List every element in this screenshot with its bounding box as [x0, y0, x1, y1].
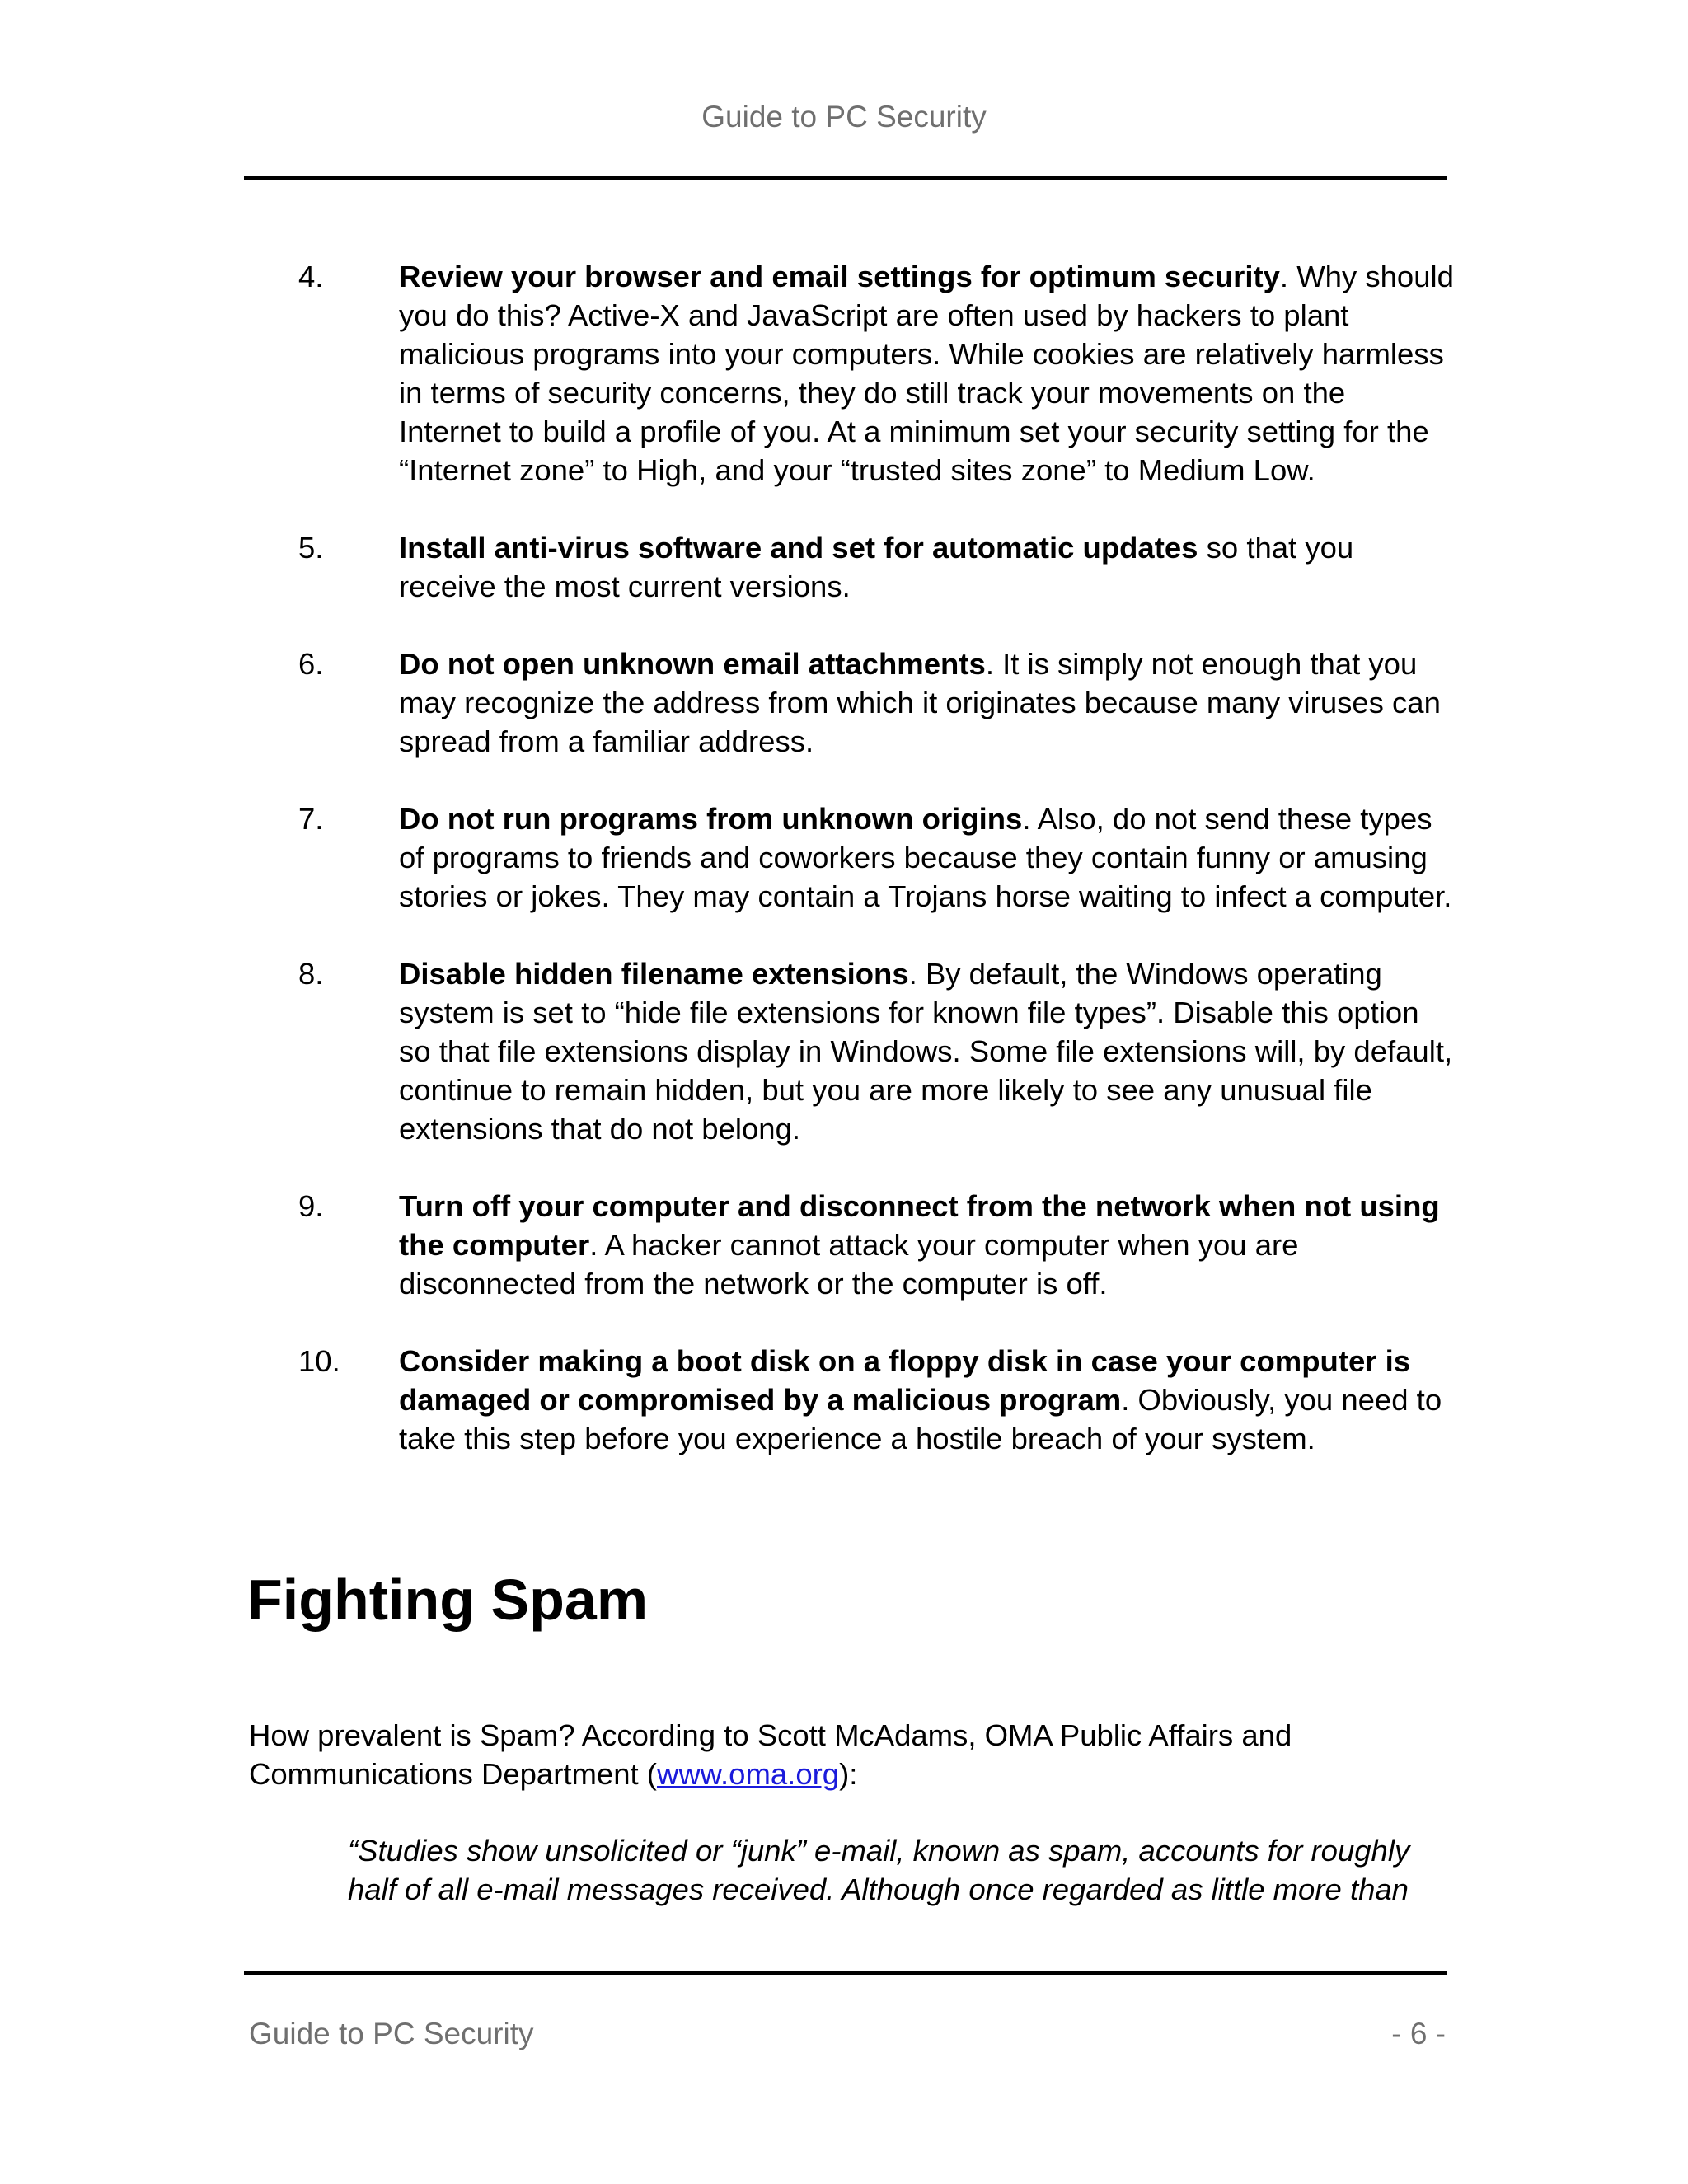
- list-item-body-text: . Why should you do this? Active-X and JavaScript are often used by hackers to plant malicious programs into your computers. While cookies are relatively harmless in terms of security concerns, they do still track your movements on the Internet to build a profile of you. At a minimum set your security setting for the “Internet zone” to High, and your “trusted sites zone” to Medium Low.: [399, 260, 1454, 487]
- page-number: - 6 -: [1391, 2017, 1446, 2050]
- list-item-bold-text: Consider making a boot disk on a floppy disk in case your computer is damaged or compromised by a malicious program: [399, 1344, 1411, 1417]
- list-item-number: 6.: [298, 647, 324, 681]
- list-item-text: [399, 647, 1441, 758]
- list-item-text: [399, 1189, 1440, 1301]
- list-item: [244, 257, 1456, 490]
- list-item-bold-text: Disable hidden filename extensions: [399, 957, 909, 991]
- list-item: [244, 799, 1456, 916]
- list-item-body-text: . A hacker cannot attack your computer when you are disconnected from the network or the computer is off.: [399, 1228, 1299, 1301]
- list-item-body-text: . Obviously, you need to take this step before you experience a hostile breach of your system.: [399, 1383, 1442, 1455]
- list-item-number: 10.: [298, 1344, 340, 1378]
- list-item-bold-text: Install anti-virus software and set for automatic updates: [399, 531, 1198, 565]
- list-item: [244, 1342, 1456, 1458]
- list-item-bold-text: Do not open unknown email attachments: [399, 647, 986, 681]
- list-item-number: 5.: [298, 531, 324, 565]
- list-item-text: [399, 802, 1451, 913]
- section-intro-paragraph: [249, 1716, 1444, 1793]
- list-item-bold-text: Review your browser and email settings for optimum security: [399, 260, 1280, 293]
- list-item-text: [399, 260, 1454, 487]
- list-item-body-text: . Also, do not send these types of programs to friends and coworkers because they contain funny or amusing stories or jokes. They may contain a Trojans horse waiting to infect a computer.: [399, 802, 1452, 913]
- security-tips-list: [244, 257, 1456, 1497]
- list-item-bold-text: Do not run programs from unknown origins: [399, 802, 1023, 836]
- list-item-text: [399, 957, 1452, 1146]
- footer-divider: [244, 1971, 1447, 1975]
- header-divider: [244, 176, 1447, 180]
- list-item-text: [399, 1344, 1442, 1455]
- list-item-text: [399, 531, 1353, 603]
- list-item-number: 8.: [298, 957, 324, 991]
- section-heading: Fighting Spam: [247, 1568, 649, 1632]
- block-quote: “Studies show unsolicited or “junk” e-mail, known as spam, accounts for roughly half of all e-mail messages received. Although once regarded as little more than: [348, 1834, 1410, 1906]
- list-item-bold-text: Turn off your computer and disconnect from the network when not using the computer: [399, 1189, 1440, 1262]
- oma-website-link[interactable]: www.oma.org: [656, 1757, 840, 1791]
- list-item-body-text: . By default, the Windows operating system is set to “hide file extensions for known file types”. Disable this option so that file extensions display in Windows. Some file extensions will, by default, continue to remain hidden, but you are more likely to see any unusual file extensions that do not belong.: [399, 957, 1453, 1146]
- intro-text: How prevalent is Spam? According to Scott McAdams, OMA Public Affairs and Communications Department (: [249, 1718, 1292, 1791]
- list-item-body-text: . It is simply not enough that you may recognize the address from which it originates because many viruses can spread from a familiar address.: [399, 647, 1441, 758]
- list-item-number: 4.: [298, 260, 324, 293]
- page-header-title: Guide to PC Security: [701, 100, 987, 134]
- footer-title: Guide to PC Security: [249, 2017, 534, 2050]
- list-item: [244, 528, 1456, 606]
- list-item: [244, 644, 1456, 761]
- list-item-number: 9.: [298, 1189, 324, 1223]
- list-item: [244, 1187, 1456, 1303]
- list-item-number: 7.: [298, 802, 324, 836]
- list-item-body-text: so that you receive the most current versions.: [399, 531, 1354, 603]
- list-item: [244, 954, 1456, 1148]
- intro-text-end: ):: [839, 1757, 858, 1791]
